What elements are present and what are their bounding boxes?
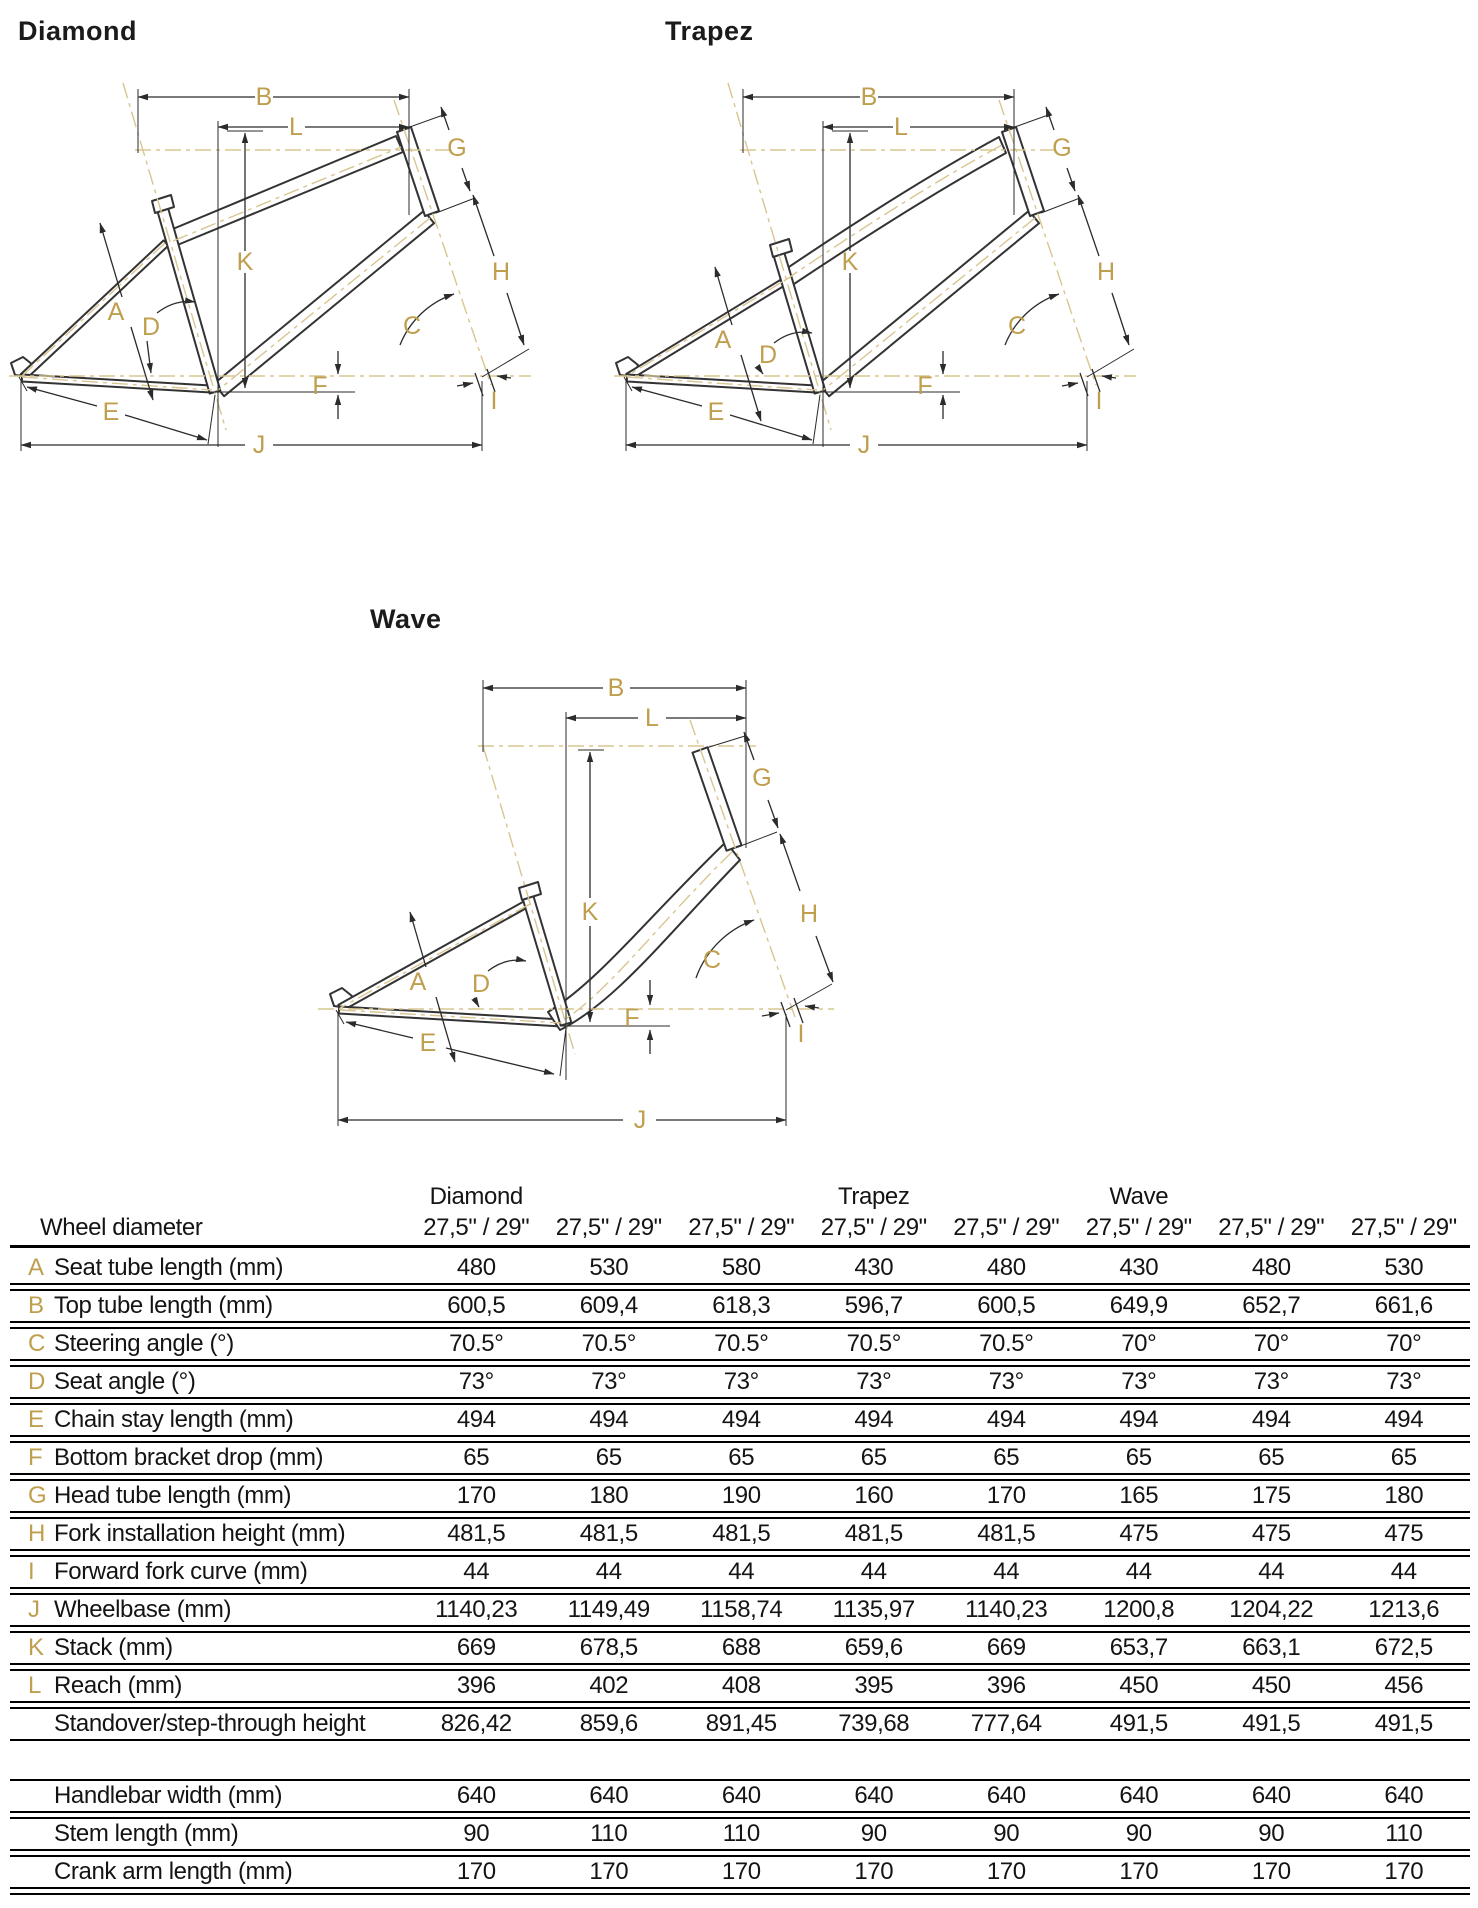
- table-row: [10, 1211, 1470, 1248]
- cell-value: 450: [1251, 1672, 1291, 1699]
- cell-value: 27,5" / 29": [953, 1214, 1060, 1241]
- cell-value: 494: [1384, 1406, 1424, 1433]
- cell-value: 44: [463, 1558, 490, 1585]
- cell-value: 640: [456, 1782, 496, 1809]
- cell-value: 649,9: [1109, 1292, 1168, 1319]
- cell-value: 530: [589, 1254, 629, 1281]
- cell-value: 27,5" / 29": [688, 1214, 795, 1241]
- row-label-text: Fork installation height (mm): [54, 1520, 346, 1547]
- cell-value: 475: [1251, 1520, 1291, 1547]
- cell-value: 600,5: [977, 1292, 1036, 1319]
- table-row: [10, 1555, 1470, 1589]
- dim-label-l: L: [289, 113, 303, 141]
- table-row: [10, 1479, 1470, 1513]
- cell-value: 430: [1119, 1254, 1159, 1281]
- dim-label-k: K: [236, 248, 254, 276]
- cell-value: 73°: [723, 1368, 759, 1395]
- row-label-text: Standover/step-through height: [54, 1710, 366, 1737]
- row-label-text: Chain stay length (mm): [54, 1406, 294, 1433]
- dim-label-e: E: [707, 398, 725, 426]
- diagram-title-wave: Wave: [370, 604, 442, 634]
- table-row: [10, 1669, 1470, 1703]
- dim-label-g: G: [1052, 134, 1072, 162]
- cell-value: 396: [986, 1672, 1026, 1699]
- dim-label-j: J: [633, 1106, 647, 1132]
- cell-value: 27,5" / 29": [423, 1214, 530, 1241]
- cell-value: 494: [986, 1406, 1026, 1433]
- cell-value: 110: [722, 1820, 760, 1847]
- cell-value: 491,5: [1242, 1710, 1301, 1737]
- table-row: [10, 1365, 1470, 1399]
- dim-label-g: G: [447, 134, 467, 162]
- dim-label-d: D: [758, 341, 778, 369]
- row-label-text: Bottom bracket drop (mm): [54, 1444, 324, 1471]
- row-letter: H: [28, 1520, 45, 1547]
- group-header-diamond: Diamond: [429, 1183, 523, 1210]
- cell-value: 70.5°: [979, 1330, 1034, 1357]
- cell-value: 491,5: [1109, 1710, 1168, 1737]
- cell-value: 44: [1390, 1558, 1417, 1585]
- cell-value: 170: [589, 1858, 629, 1885]
- cell-value: 672,5: [1374, 1634, 1433, 1661]
- table-row: [10, 1707, 1470, 1741]
- cell-value: 618,3: [712, 1292, 771, 1319]
- cell-value: 65: [728, 1444, 755, 1471]
- dim-label-e: E: [102, 398, 120, 426]
- dim-label-l: L: [645, 704, 659, 732]
- row-label: Handlebar width (mm): [54, 1782, 283, 1809]
- cell-value: 170: [456, 1482, 496, 1509]
- table-row: [10, 1253, 1470, 1285]
- dim-label-c: C: [402, 312, 422, 340]
- cell-value: 27,5" / 29": [1085, 1214, 1192, 1241]
- cell-value: 70°: [1121, 1330, 1157, 1357]
- frame-outline: [616, 127, 1044, 396]
- row-letter: L: [28, 1672, 41, 1699]
- row-label: Stem length (mm): [54, 1820, 239, 1847]
- cell-value: 480: [1251, 1254, 1291, 1281]
- cell-value: 44: [993, 1558, 1020, 1585]
- cell-value: 640: [1251, 1782, 1291, 1809]
- dim-label-k: K: [841, 248, 859, 276]
- cell-value: 475: [1119, 1520, 1159, 1547]
- table-row: [10, 1403, 1470, 1437]
- cell-value: 170: [1384, 1858, 1424, 1885]
- table-row: [10, 1779, 1470, 1813]
- row-label-text: Wheelbase (mm): [54, 1596, 232, 1623]
- row-letter: D: [28, 1368, 45, 1395]
- cell-value: 481,5: [447, 1520, 506, 1547]
- row-label: [10, 1254, 410, 1282]
- row-label-text: Head tube length (mm): [54, 1482, 292, 1509]
- cell-value: 170: [721, 1858, 761, 1885]
- cell-value: 90: [463, 1820, 490, 1847]
- table-row: [10, 1183, 1470, 1211]
- cell-value: 678,5: [579, 1634, 638, 1661]
- row-letter: I: [28, 1558, 35, 1585]
- row-label: [10, 1330, 410, 1358]
- cell-value: 475: [1384, 1520, 1424, 1547]
- cell-value: 663,1: [1242, 1634, 1301, 1661]
- cell-value: 27,5" / 29": [820, 1214, 927, 1241]
- cell-value: 73°: [591, 1368, 627, 1395]
- cell-value: 640: [1384, 1782, 1424, 1809]
- cell-value: 73°: [1121, 1368, 1157, 1395]
- cell-value: 65: [1390, 1444, 1417, 1471]
- table-row: [10, 1817, 1470, 1851]
- table-row: [10, 1289, 1470, 1323]
- dim-label-f: F: [624, 1004, 640, 1032]
- cell-value: 859,6: [579, 1710, 638, 1737]
- cell-value: 1204,22: [1229, 1596, 1314, 1623]
- cell-value: 596,7: [844, 1292, 903, 1319]
- cell-value: 688: [721, 1634, 761, 1661]
- dim-label-i: I: [797, 1020, 805, 1048]
- dim-label-e: E: [419, 1029, 437, 1057]
- dim-label-b: B: [607, 674, 625, 702]
- cell-value: 27,5" / 29": [1218, 1214, 1325, 1241]
- table-row: [10, 1855, 1470, 1889]
- cell-value: 480: [986, 1254, 1026, 1281]
- row-letter: C: [28, 1330, 45, 1357]
- cell-value: 170: [1251, 1858, 1291, 1885]
- cell-value: 481,5: [977, 1520, 1036, 1547]
- cell-value: 430: [854, 1254, 894, 1281]
- cell-value: 494: [721, 1406, 761, 1433]
- cell-value: 494: [589, 1406, 629, 1433]
- cell-value: 65: [595, 1444, 622, 1471]
- row-letter: B: [28, 1292, 44, 1319]
- dim-label-b: B: [255, 83, 273, 111]
- cell-value: 27,5" / 29": [1350, 1214, 1457, 1241]
- dim-label-a: A: [107, 298, 125, 326]
- row-letter: J: [28, 1596, 40, 1623]
- cell-value: 27,5" / 29": [555, 1214, 662, 1241]
- row-label: Wheel diameter: [40, 1214, 203, 1241]
- dim-label-d: D: [471, 970, 491, 998]
- cell-value: 661,6: [1374, 1292, 1433, 1319]
- cell-value: 481,5: [712, 1520, 771, 1547]
- cell-value: 408: [721, 1672, 761, 1699]
- cell-value: 165: [1119, 1482, 1159, 1509]
- dim-label-f: F: [312, 372, 328, 400]
- cell-value: 180: [589, 1482, 629, 1509]
- trapez-frame-diagram: [610, 55, 1150, 470]
- cell-value: 180: [1384, 1482, 1424, 1509]
- cell-value: 110: [590, 1820, 628, 1847]
- row-label: [10, 1406, 410, 1434]
- dim-label-j: J: [857, 431, 871, 459]
- cell-value: 44: [728, 1558, 755, 1585]
- frame-outline: [330, 747, 742, 1030]
- cell-value: 491,5: [1374, 1710, 1433, 1737]
- cell-value: 777,64: [970, 1710, 1042, 1737]
- cell-value: 640: [1119, 1782, 1159, 1809]
- cell-value: 70.5°: [846, 1330, 901, 1357]
- cell-value: 160: [854, 1482, 894, 1509]
- cell-value: 90: [1125, 1820, 1152, 1847]
- cell-value: 1140,23: [965, 1596, 1048, 1623]
- cell-value: 73°: [856, 1368, 892, 1395]
- cell-value: 609,4: [579, 1292, 638, 1319]
- row-label: Crank arm length (mm): [54, 1858, 293, 1885]
- cell-value: 70.5°: [714, 1330, 769, 1357]
- cell-value: 44: [1125, 1558, 1152, 1585]
- row-label: [10, 1444, 410, 1472]
- table-row: [10, 1441, 1470, 1475]
- cell-value: 1149,49: [567, 1596, 650, 1623]
- row-label-text: Seat angle (°): [54, 1368, 196, 1395]
- cell-value: 73°: [1253, 1368, 1289, 1395]
- cell-value: 73°: [988, 1368, 1024, 1395]
- cell-value: 70°: [1253, 1330, 1289, 1357]
- geometry-table: [10, 1183, 1470, 1895]
- cell-value: 640: [854, 1782, 894, 1809]
- row-letter: A: [28, 1254, 44, 1281]
- dimension-letters: [410, 674, 818, 1132]
- dim-label-a: A: [409, 968, 427, 996]
- cell-value: 1135,97: [832, 1596, 915, 1623]
- cell-value: 494: [1119, 1406, 1159, 1433]
- cell-value: 456: [1384, 1672, 1424, 1699]
- cell-value: 669: [986, 1634, 1026, 1661]
- cell-value: 891,45: [705, 1710, 777, 1737]
- cell-value: 65: [860, 1444, 887, 1471]
- wave-frame-diagram: [298, 672, 848, 1132]
- row-letter: F: [28, 1444, 43, 1471]
- frame-outline: [11, 127, 439, 396]
- cell-value: 73°: [1386, 1368, 1422, 1395]
- cell-value: 653,7: [1109, 1634, 1168, 1661]
- dim-label-h: H: [491, 258, 511, 286]
- table-row: [10, 1631, 1470, 1665]
- row-label-text: Reach (mm): [54, 1672, 183, 1699]
- cell-value: 480: [456, 1254, 496, 1281]
- row-label-text: Stack (mm): [54, 1634, 173, 1661]
- cell-value: 90: [993, 1820, 1020, 1847]
- dim-label-h: H: [1096, 258, 1116, 286]
- row-label-text: Forward fork curve (mm): [54, 1558, 308, 1585]
- diamond-frame-diagram: [5, 55, 545, 470]
- row-label: [10, 1672, 410, 1700]
- diagram-title-trapez: Trapez: [665, 16, 754, 46]
- cell-value: 190: [721, 1482, 761, 1509]
- cell-value: 170: [854, 1858, 894, 1885]
- cell-value: 1140,23: [435, 1596, 518, 1623]
- dim-label-i: I: [1095, 387, 1103, 415]
- cell-value: 170: [1119, 1858, 1159, 1885]
- cell-value: 826,42: [440, 1710, 512, 1737]
- row-label: [10, 1292, 410, 1320]
- cell-value: 65: [1125, 1444, 1152, 1471]
- cell-value: 402: [589, 1672, 629, 1699]
- cell-value: 44: [595, 1558, 622, 1585]
- table-spacer: [10, 1745, 1470, 1779]
- diagram-title-diamond: Diamond: [18, 16, 138, 46]
- row-label: [10, 1368, 410, 1396]
- cell-value: 65: [463, 1444, 490, 1471]
- row-label: [10, 1634, 410, 1662]
- row-label-text: Top tube length (mm): [54, 1292, 273, 1319]
- cell-value: 580: [721, 1254, 761, 1281]
- cell-value: 65: [1258, 1444, 1285, 1471]
- row-label-text: Steering angle (°): [54, 1330, 234, 1357]
- row-letter: G: [28, 1482, 47, 1509]
- dim-label-d: D: [141, 313, 161, 341]
- cell-value: 450: [1119, 1672, 1159, 1699]
- row-label: [10, 1596, 410, 1624]
- cell-value: 481,5: [844, 1520, 903, 1547]
- row-label: [10, 1558, 410, 1586]
- table-bottom-rule: [10, 1893, 1470, 1895]
- cell-value: 65: [993, 1444, 1020, 1471]
- row-letter: E: [28, 1406, 44, 1433]
- cell-value: 1213,6: [1368, 1596, 1440, 1623]
- dim-label-k: K: [581, 898, 599, 926]
- cell-value: 1200,8: [1103, 1596, 1175, 1623]
- row-label: [10, 1482, 410, 1510]
- row-label: [10, 1710, 410, 1738]
- cell-value: 640: [589, 1782, 629, 1809]
- cell-value: 396: [456, 1672, 496, 1699]
- dim-label-f: F: [917, 372, 933, 400]
- cell-value: 44: [1258, 1558, 1285, 1585]
- cell-value: 70.5°: [449, 1330, 504, 1357]
- cell-value: 640: [986, 1782, 1026, 1809]
- table-row: [10, 1327, 1470, 1361]
- cell-value: 481,5: [579, 1520, 638, 1547]
- cell-value: 90: [860, 1820, 887, 1847]
- row-label-text: Seat tube length (mm): [54, 1254, 284, 1281]
- cell-value: 90: [1258, 1820, 1285, 1847]
- cell-value: 739,68: [838, 1710, 910, 1737]
- row-label: [10, 1520, 410, 1548]
- dim-label-g: G: [752, 764, 772, 792]
- cell-value: 170: [456, 1858, 496, 1885]
- cell-value: 70.5°: [581, 1330, 636, 1357]
- group-header-trapez: Trapez: [838, 1183, 910, 1210]
- dim-label-i: I: [490, 387, 498, 415]
- cell-value: 110: [1385, 1820, 1423, 1847]
- cell-value: 669: [456, 1634, 496, 1661]
- dim-label-j: J: [252, 431, 266, 459]
- row-letter: K: [28, 1634, 44, 1661]
- dimension-letters: [103, 83, 510, 459]
- table-row: [10, 1593, 1470, 1627]
- dim-label-l: L: [894, 113, 908, 141]
- cell-value: 600,5: [447, 1292, 506, 1319]
- cell-value: 170: [986, 1482, 1026, 1509]
- dim-label-b: B: [860, 83, 878, 111]
- dim-label-a: A: [714, 326, 732, 354]
- cell-value: 170: [986, 1858, 1026, 1885]
- cell-value: 530: [1384, 1254, 1424, 1281]
- dimension-letters: [708, 83, 1115, 459]
- cell-value: 175: [1251, 1482, 1291, 1509]
- cell-value: 73°: [458, 1368, 494, 1395]
- dim-label-c: C: [702, 946, 722, 974]
- cell-value: 494: [456, 1406, 496, 1433]
- dim-label-c: C: [1007, 312, 1027, 340]
- cell-value: 640: [721, 1782, 761, 1809]
- cell-value: 70°: [1386, 1330, 1422, 1357]
- cell-value: 395: [854, 1672, 894, 1699]
- cell-value: 652,7: [1242, 1292, 1301, 1319]
- cell-value: 659,6: [844, 1634, 903, 1661]
- cell-value: 494: [1251, 1406, 1291, 1433]
- cell-value: 44: [860, 1558, 887, 1585]
- cell-value: 494: [854, 1406, 894, 1433]
- group-header-wave: Wave: [1109, 1183, 1169, 1210]
- table-row: [10, 1517, 1470, 1551]
- dim-label-h: H: [799, 900, 819, 928]
- cell-value: 1158,74: [700, 1596, 783, 1623]
